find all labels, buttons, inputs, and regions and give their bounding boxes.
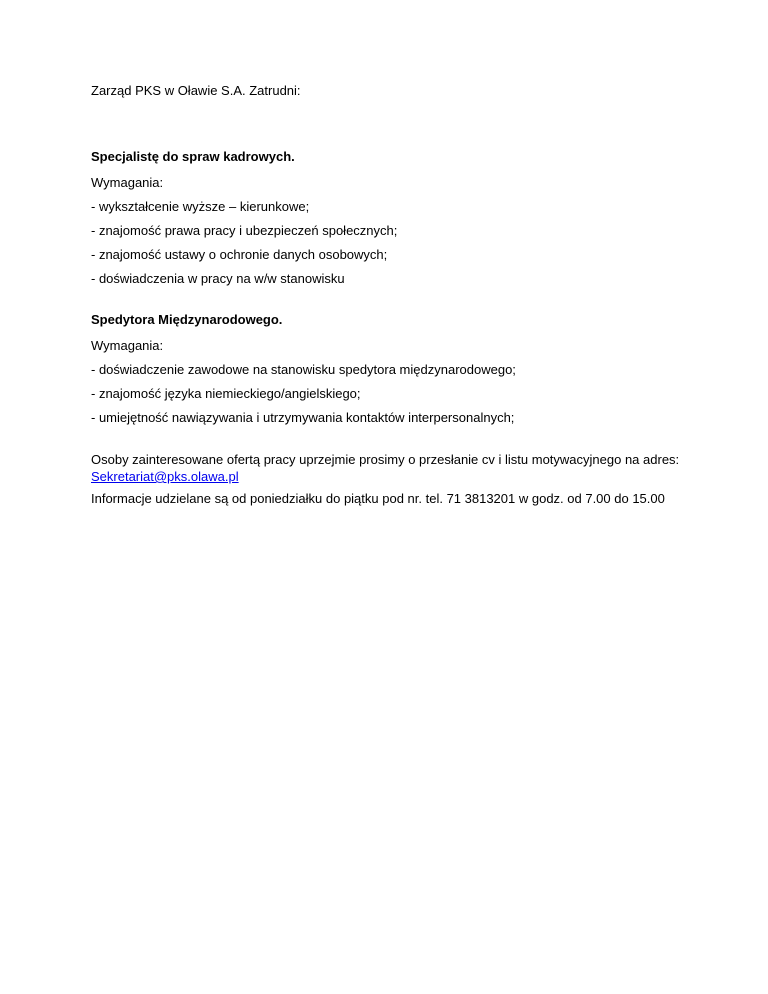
contact-paragraph	[91, 451, 681, 485]
intro-text: Zarząd PKS w Oławie S.A. Zatrudni:	[91, 83, 301, 98]
requirement-item: - umiejętność nawiązywania i utrzymywania kontaktów interpersonalnych;	[91, 410, 515, 425]
email-link[interactable]: Sekretariat@pks.olawa.pl	[91, 469, 239, 484]
requirement-item: - znajomość języka niemieckiego/angielskiego;	[91, 386, 361, 401]
job-title: Specjalistę do spraw kadrowych.	[91, 149, 295, 164]
job-section-forwarder	[91, 311, 691, 426]
contact-text: Osoby zainteresowane ofertą pracy uprzejmie prosimy o przesłanie cv i listu motywacyjnego na adres:	[91, 452, 680, 467]
requirement-item: - wykształcenie wyższe – kierunkowe;	[91, 199, 310, 214]
contact-section	[91, 451, 691, 507]
job-section-hr-specialist	[91, 148, 691, 287]
document-content	[91, 82, 691, 507]
requirements-heading: Wymagania:	[91, 175, 164, 190]
requirement-item: - doświadczenie zawodowe na stanowisku spedytora międzynarodowego;	[91, 362, 516, 377]
job-title: Spedytora Międzynarodowego.	[91, 312, 283, 327]
requirement-item: - znajomość prawa pracy i ubezpieczeń społecznych;	[91, 223, 398, 238]
contact-info: Informacje udzielane są od poniedziałku do piątku pod nr. tel. 71 3813201 w godz. od 7.00 do 15.00	[91, 491, 665, 506]
requirement-item: - doświadczenia w pracy na w/w stanowisku	[91, 271, 345, 286]
requirements-heading: Wymagania:	[91, 338, 164, 353]
requirement-item: - znajomość ustawy o ochronie danych osobowych;	[91, 247, 388, 262]
